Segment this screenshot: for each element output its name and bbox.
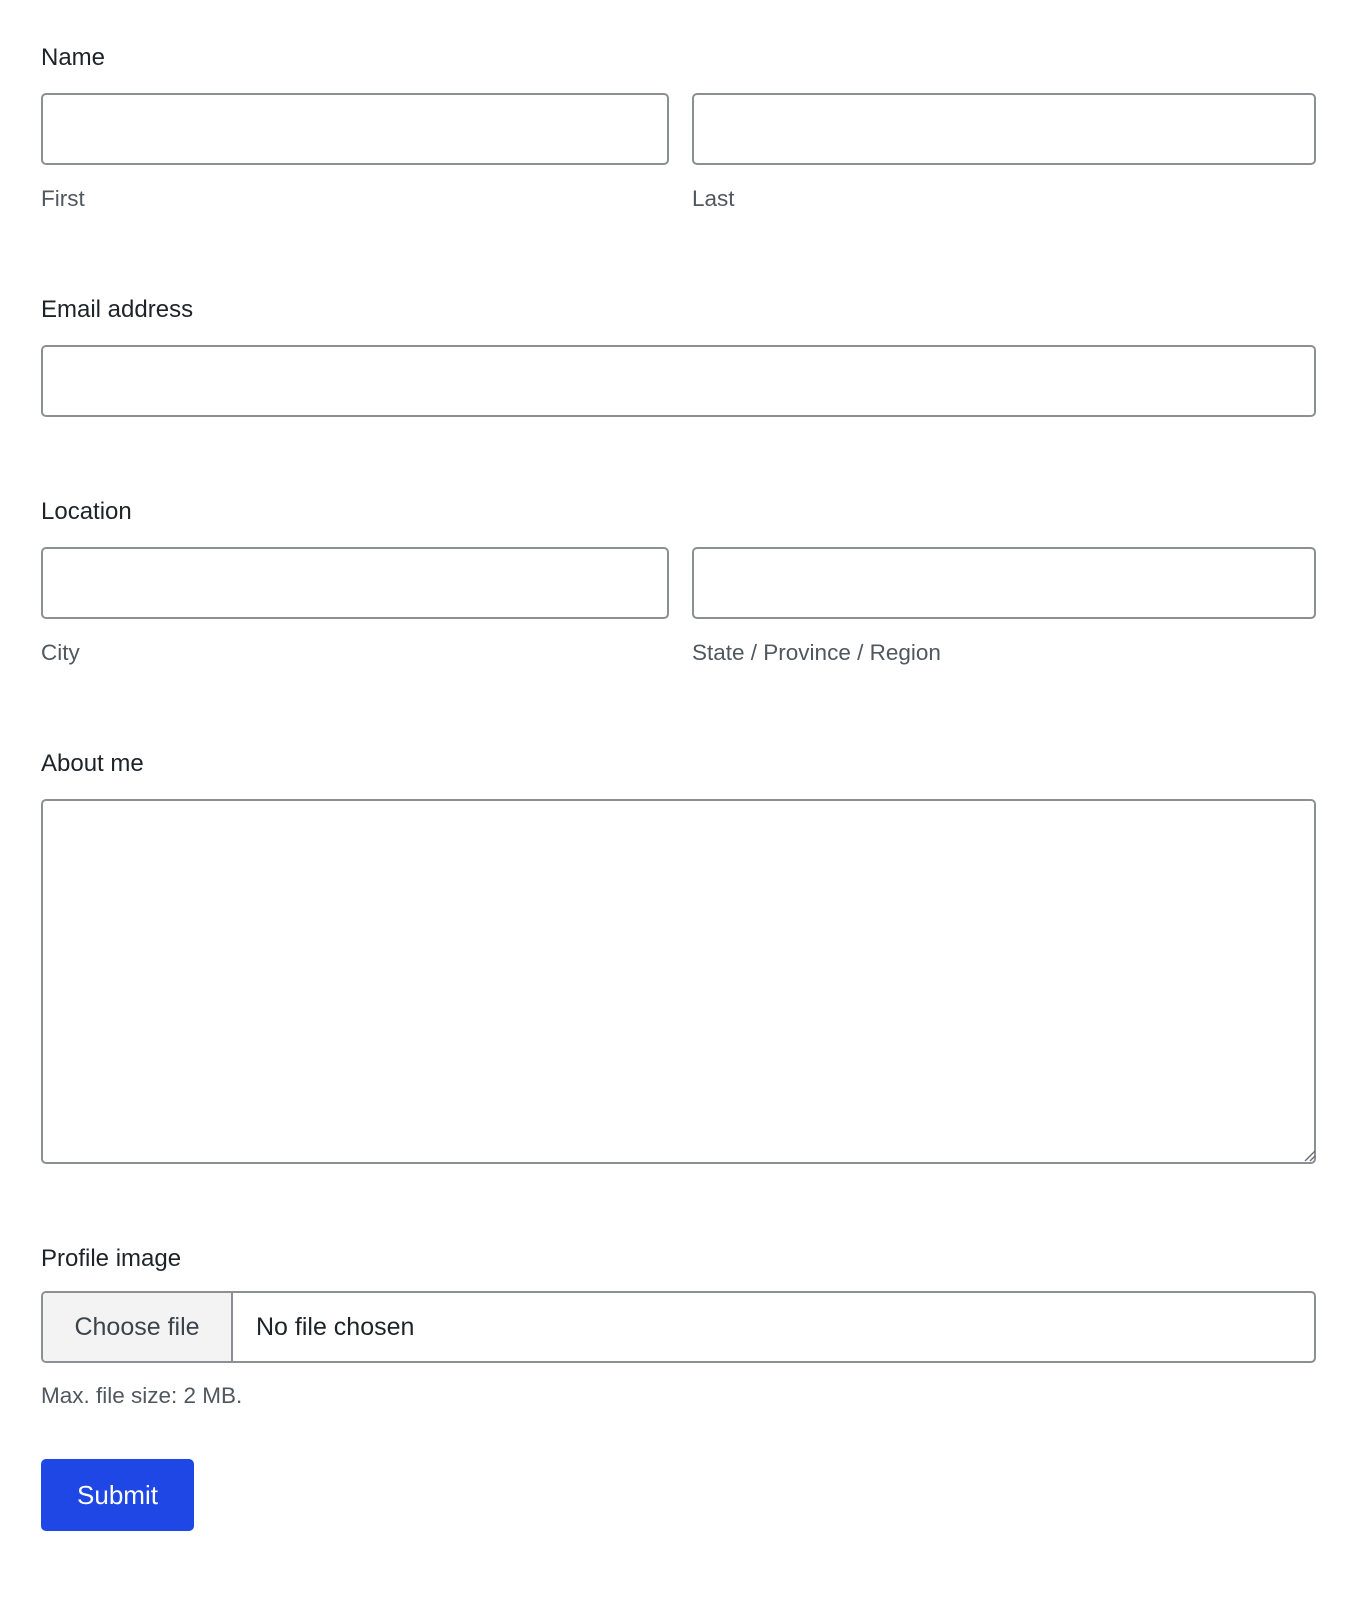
location-label: Location bbox=[41, 498, 132, 525]
city-input[interactable] bbox=[41, 547, 669, 619]
name-label: Name bbox=[41, 44, 106, 71]
city-sublabel: City bbox=[41, 640, 80, 665]
about-textarea[interactable] bbox=[41, 799, 1316, 1164]
resize-grip-icon[interactable] bbox=[1302, 1148, 1316, 1162]
last-name-input[interactable] bbox=[692, 93, 1316, 165]
region-input[interactable] bbox=[692, 547, 1316, 619]
file-upload-field[interactable] bbox=[41, 1291, 1316, 1363]
email-input[interactable] bbox=[41, 345, 1316, 417]
profile-image-label: Profile image bbox=[41, 1245, 182, 1272]
file-size-help: Max. file size: 2 MB. bbox=[41, 1383, 243, 1408]
submit-button[interactable]: Submit bbox=[41, 1459, 194, 1531]
choose-file-button[interactable]: Choose file bbox=[43, 1293, 233, 1361]
file-status-text: No file chosen bbox=[256, 1312, 415, 1341]
last-name-sublabel: Last bbox=[692, 186, 735, 211]
first-name-input[interactable] bbox=[41, 93, 669, 165]
region-sublabel: State / Province / Region bbox=[692, 640, 941, 665]
first-name-sublabel: First bbox=[41, 186, 85, 211]
about-label: About me bbox=[41, 750, 144, 777]
email-label: Email address bbox=[41, 296, 194, 323]
